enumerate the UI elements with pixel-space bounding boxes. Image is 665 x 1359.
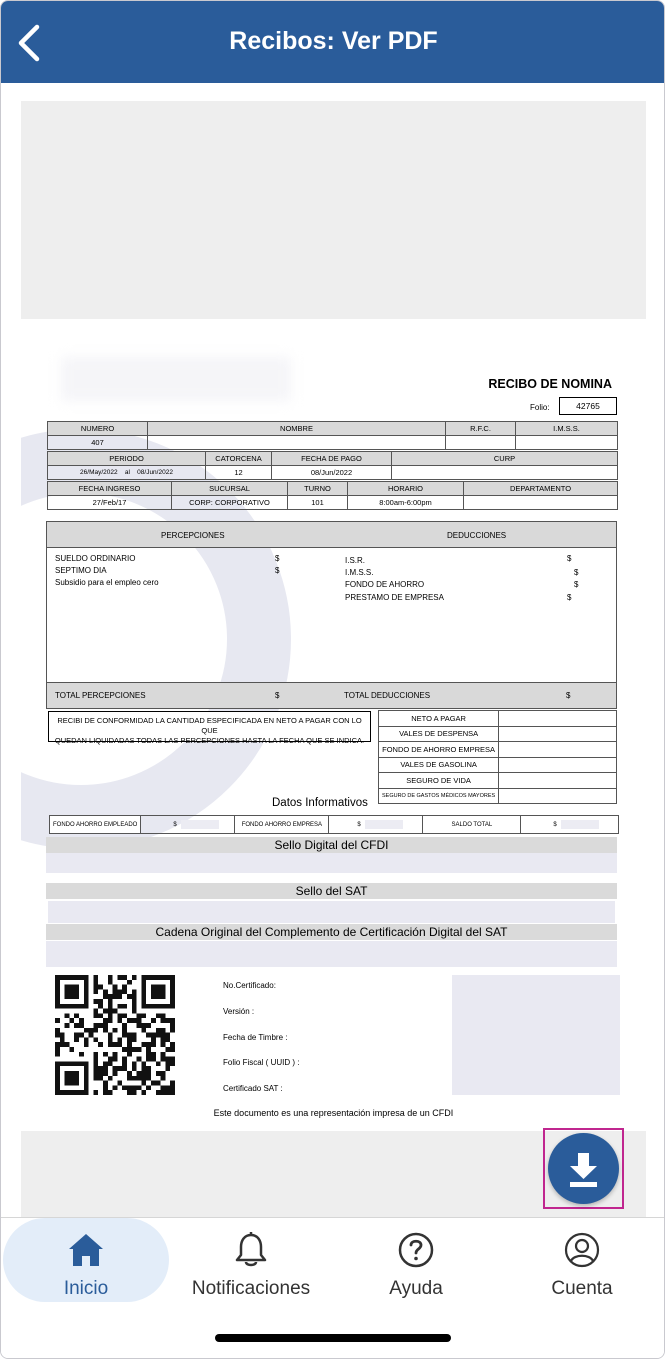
totals-row: [47, 682, 616, 708]
folio-label: Folio:: [530, 403, 550, 412]
cadena-original-content: [46, 941, 617, 967]
header-cell: PERIODO: [48, 452, 206, 466]
job-table: [47, 481, 618, 510]
value-cell: [446, 436, 516, 450]
cfdi-note: Este documento es una representación impresa de un CFDI: [213, 1108, 454, 1118]
datos-informativos-table: [49, 815, 619, 834]
datos-label: FONDO AHORRO EMPRESA: [235, 816, 329, 834]
percepciones-header: PERCEPCIONES: [161, 531, 225, 540]
header-cell: CATORCENA: [206, 452, 272, 466]
home-indicator: [215, 1334, 451, 1342]
nav-item-inicio[interactable]: [3, 1218, 169, 1302]
value-cell: 08/Jun/2022: [272, 466, 392, 480]
meta-label: Fecha de Timbre :: [223, 1033, 288, 1042]
header-cell: FECHA INGRESO: [48, 482, 172, 496]
nav-label: Inicio: [63, 1278, 109, 1299]
company-logo: [61, 357, 291, 401]
periodo-start: 26/May/2022: [80, 469, 118, 476]
deduccion-currency: $: [574, 580, 579, 589]
datos-currency: $: [553, 822, 557, 829]
datos-currency: $: [357, 822, 361, 829]
datos-label: SALDO TOTAL: [423, 816, 521, 834]
value-cell: 27/Feb/17: [48, 496, 172, 510]
nav-label: Cuenta: [551, 1278, 613, 1299]
value-cell: CORP: CORPORATIVO: [172, 496, 288, 510]
home-icon: [66, 1230, 106, 1270]
value-cell: 8:00am-6:00pm: [348, 496, 464, 510]
total-percepciones-currency: $: [275, 691, 280, 700]
datos-label: FONDO AHORRO EMPLEADO: [50, 816, 141, 834]
header-cell: R.F.C.: [446, 422, 516, 436]
sello-cfdi-content: [46, 853, 617, 873]
nav-item-notificaciones[interactable]: [168, 1218, 334, 1302]
meta-label: Certificado SAT :: [223, 1084, 283, 1093]
datos-informativos-title: Datos Informativos: [272, 797, 368, 809]
header-cell: SUCURSAL: [172, 482, 288, 496]
percepcion-label: Subsidio para el empleo cero: [55, 578, 159, 587]
bell-icon: [231, 1230, 271, 1270]
datos-value: [141, 816, 235, 834]
value-cell: 407: [48, 436, 148, 450]
download-highlight: [543, 1128, 624, 1209]
header-cell: I.M.S.S.: [516, 422, 618, 436]
sello-cfdi-title: Sello Digital del CFDI: [46, 837, 617, 853]
app-header: [1, 1, 665, 83]
neto-label: VALES DE GASOLINA: [379, 757, 499, 773]
meta-label: No.Certificado:: [223, 981, 276, 990]
value-cell: [392, 466, 618, 480]
deducciones-header: DEDUCCIONES: [447, 531, 507, 540]
neto-value: [499, 726, 617, 742]
nav-label: Ayuda: [389, 1278, 443, 1299]
deduccion-label: PRESTAMO DE EMPRESA: [345, 593, 444, 602]
deduccion-currency: $: [567, 593, 572, 602]
net-pay-table: [378, 710, 617, 804]
meta-label: Folio Fiscal ( UUID ) :: [223, 1058, 300, 1067]
earnings-deductions-box: [46, 521, 617, 709]
neto-value: [499, 788, 617, 804]
qr-code: [55, 975, 175, 1095]
cadena-original-title: Cadena Original del Complemento de Certificación Digital del SAT: [46, 924, 617, 940]
download-button[interactable]: [548, 1133, 619, 1204]
pdf-viewer[interactable]: [1, 83, 665, 1217]
datos-currency: $: [173, 822, 177, 829]
percepcion-currency: $: [275, 566, 280, 575]
employee-table: [47, 421, 618, 450]
header-cell: HORARIO: [348, 482, 464, 496]
neto-label: VALES DE DESPENSA: [379, 726, 499, 742]
page-title: Recibos: Ver PDF: [229, 27, 438, 55]
nav-label: Notificaciones: [191, 1278, 311, 1299]
header-cell: CURP: [392, 452, 618, 466]
certificate-image: [452, 975, 620, 1095]
deduccion-currency: $: [567, 554, 572, 563]
header-cell: NOMBRE: [148, 422, 446, 436]
folio-value: 42765: [559, 397, 617, 415]
value-cell: [148, 436, 446, 450]
user-icon: [562, 1230, 602, 1270]
sello-sat-content: [48, 901, 615, 923]
download-icon: [548, 1133, 619, 1204]
neto-value: [499, 711, 617, 727]
neto-label: NETO A PAGAR: [379, 711, 499, 727]
value-cell: [464, 496, 618, 510]
redacted-value: [365, 820, 403, 829]
deduccion-label: I.S.R.: [345, 556, 366, 565]
header-cell: FECHA DE PAGO: [272, 452, 392, 466]
periodo-cell: [48, 466, 206, 480]
redacted-value: [561, 820, 599, 829]
receipt-title: RECIBO DE NOMINA: [488, 377, 612, 391]
total-percepciones-label: TOTAL PERCEPCIONES: [55, 691, 146, 700]
nav-item-cuenta[interactable]: [499, 1218, 665, 1302]
total-deducciones-currency: $: [566, 691, 571, 700]
datos-value: [521, 816, 619, 834]
neto-value: [499, 742, 617, 758]
value-cell: 101: [288, 496, 348, 510]
deduccion-currency: $: [574, 568, 579, 577]
redacted-value: [181, 820, 219, 829]
value-cell: 12: [206, 466, 272, 480]
sello-sat-title: Sello del SAT: [46, 883, 617, 899]
header-cell: DEPARTAMENTO: [464, 482, 618, 496]
percepcion-label: SUELDO ORDINARIO: [55, 554, 136, 563]
neto-label: SEGURO DE VIDA: [379, 773, 499, 789]
percepcion-currency: $: [275, 554, 280, 563]
nav-item-ayuda[interactable]: [333, 1218, 499, 1302]
conformity-line: QUEDAN LIQUIDADAS TODAS LAS PERCEPCIONES HASTA LA FECHA QUE SE INDICA.: [54, 736, 365, 745]
deduccion-label: FONDO DE AHORRO: [345, 580, 425, 589]
conformity-line: RECIBI DE CONFORMIDAD LA CANTIDAD ESPECIFICADA EN NETO A PAGAR CON LO QUE: [57, 716, 362, 735]
earnings-deductions-header: [47, 522, 616, 548]
conformity-statement: [48, 711, 371, 745]
neto-value: [499, 757, 617, 773]
help-icon: [396, 1230, 436, 1270]
deduccion-label: I.M.S.S.: [345, 568, 374, 577]
neto-value: [499, 773, 617, 789]
header-cell: TURNO: [288, 482, 348, 496]
periodo-end: 08/Jun/2022: [137, 469, 173, 476]
period-table: [47, 451, 618, 480]
value-cell: [516, 436, 618, 450]
total-deducciones-label: TOTAL DEDUCCIONES: [344, 691, 431, 700]
pdf-page: [21, 319, 646, 1131]
periodo-al: al: [124, 469, 130, 476]
neto-label: SEGURO DE GASTOS MÉDICOS MAYORES: [379, 788, 499, 804]
datos-value: [329, 816, 423, 834]
header-cell: NUMERO: [48, 422, 148, 436]
meta-label: Versión :: [223, 1007, 255, 1016]
percepcion-label: SEPTIMO DIA: [55, 566, 107, 575]
neto-label: FONDO DE AHORRO EMPRESA: [379, 742, 499, 758]
